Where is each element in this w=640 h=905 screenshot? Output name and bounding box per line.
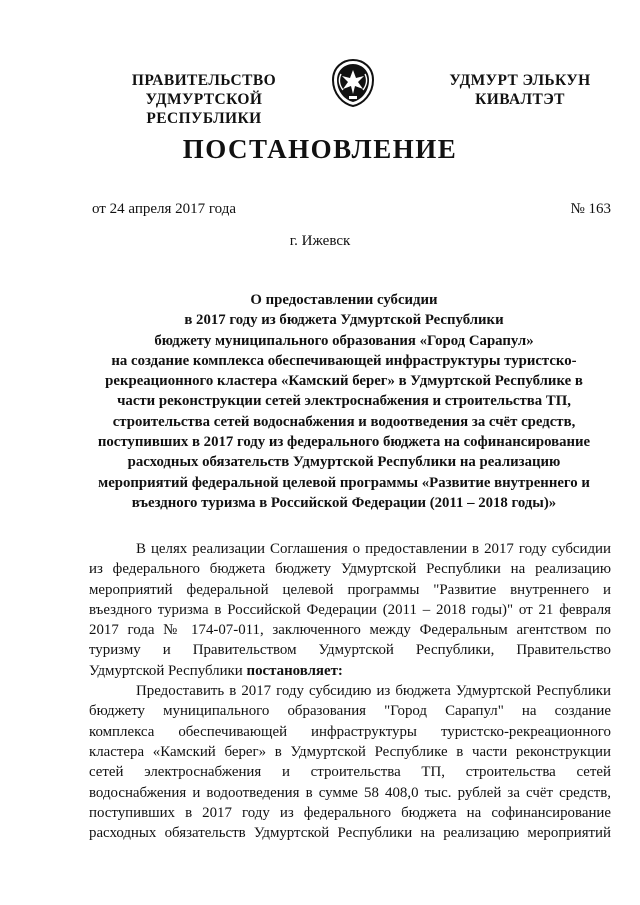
header-right-line: УДМУРТ ЭЛЬКУН <box>449 72 591 89</box>
subject-line: в 2017 году из бюджета Удмуртской Республики <box>184 312 504 329</box>
body-line: туризму и Правительством Удмуртской Республики, Правительство <box>89 642 611 659</box>
coat-of-arms-emblem <box>329 58 377 108</box>
body-line-text: Удмуртской Республики <box>89 662 243 679</box>
body-line: въездного туризма в Российской Федерации (2011 – 2018 годы)" от 21 февраля <box>89 601 611 618</box>
subject-line: строительства сетей водоснабжения и водоотведения за счёт средств, <box>112 413 576 430</box>
subject-line: поступивших в 2017 году из федерального бюджета на софинансирование <box>97 434 591 451</box>
body-line: 2017 года № 174-07-011, заключенного между Федеральным агентством по <box>89 622 611 639</box>
document-date: от 24 апреля 2017 года <box>92 201 237 217</box>
body-line: расходных обязательств Удмуртской Республики на реализацию мероприятий <box>89 825 611 842</box>
document-number: № 163 <box>570 201 611 217</box>
subject-line: расходных обязательств Удмуртской Республики на реализацию <box>127 454 561 471</box>
body-line: водоснабжения и водоотведения в сумме 58 408,0 тыс. рублей за счёт средств, <box>89 784 611 801</box>
body-line: поступивших в 2017 году из федерального бюджета на софинансирование <box>89 804 611 821</box>
subject-line: мероприятий федеральной целевой программы «Развитие внутреннего и <box>98 474 590 491</box>
subject-line: бюджету муниципального образования «Город Сарапул» <box>154 332 534 349</box>
body-line: мероприятий федеральной целевой программы "Развитие внутреннего и <box>89 581 611 598</box>
body-line: Предоставить в 2017 году субсидию из бюджета Удмуртской Республики <box>136 683 611 700</box>
resolution-subject <box>96 290 592 513</box>
subject-line: въездного туризма в Российской Федерации (2011 – 2018 годы)» <box>131 494 557 511</box>
body-line: кластера «Камский берег» в Удмуртской Республике в части реконструкции <box>89 743 611 760</box>
paragraph-decision <box>89 681 611 843</box>
document-title: ПОСТАНОВЛЕНИЕ <box>182 134 458 164</box>
subject-line: рекреационного кластера «Камский берег» в Удмуртской Республике в <box>105 373 583 390</box>
paragraph-preamble <box>89 539 611 681</box>
body-line <box>89 661 611 681</box>
body-line: комплекса обеспечивающей инфраструктуры туристско-рекреационного <box>89 723 611 740</box>
subject-line: на создание комплекса обеспечивающей инфраструктуры туристско- <box>111 352 577 369</box>
body-line: В целях реализации Соглашения о предоставлении в 2017 году субсидии <box>136 541 611 557</box>
body-line: сетей электроснабжения и строительства ТП, строительства сетей <box>89 764 611 781</box>
resolution-body <box>89 539 611 843</box>
header-left-line: ПРАВИТЕЛЬСТВО <box>131 72 277 89</box>
document-city: г. Ижевск <box>289 233 351 249</box>
government-name-udmurt <box>430 71 610 109</box>
subject-line: О предоставлении субсидии <box>250 292 438 308</box>
body-line: бюджету муниципального образования "Город Сарапул" на создание <box>89 703 611 720</box>
body-line: из федерального бюджета бюджету Удмуртской Республики на реализацию <box>89 561 611 578</box>
header-left-line: УДМУРТСКОЙ РЕСПУБЛИКИ <box>145 91 263 127</box>
government-name-russian <box>88 71 320 128</box>
subject-line: части реконструкции сетей электроснабжения и строительства ТП, <box>117 393 571 410</box>
resolves-keyword: постановляет: <box>246 662 343 679</box>
header-right-line: КИВАЛТЭТ <box>475 91 565 108</box>
